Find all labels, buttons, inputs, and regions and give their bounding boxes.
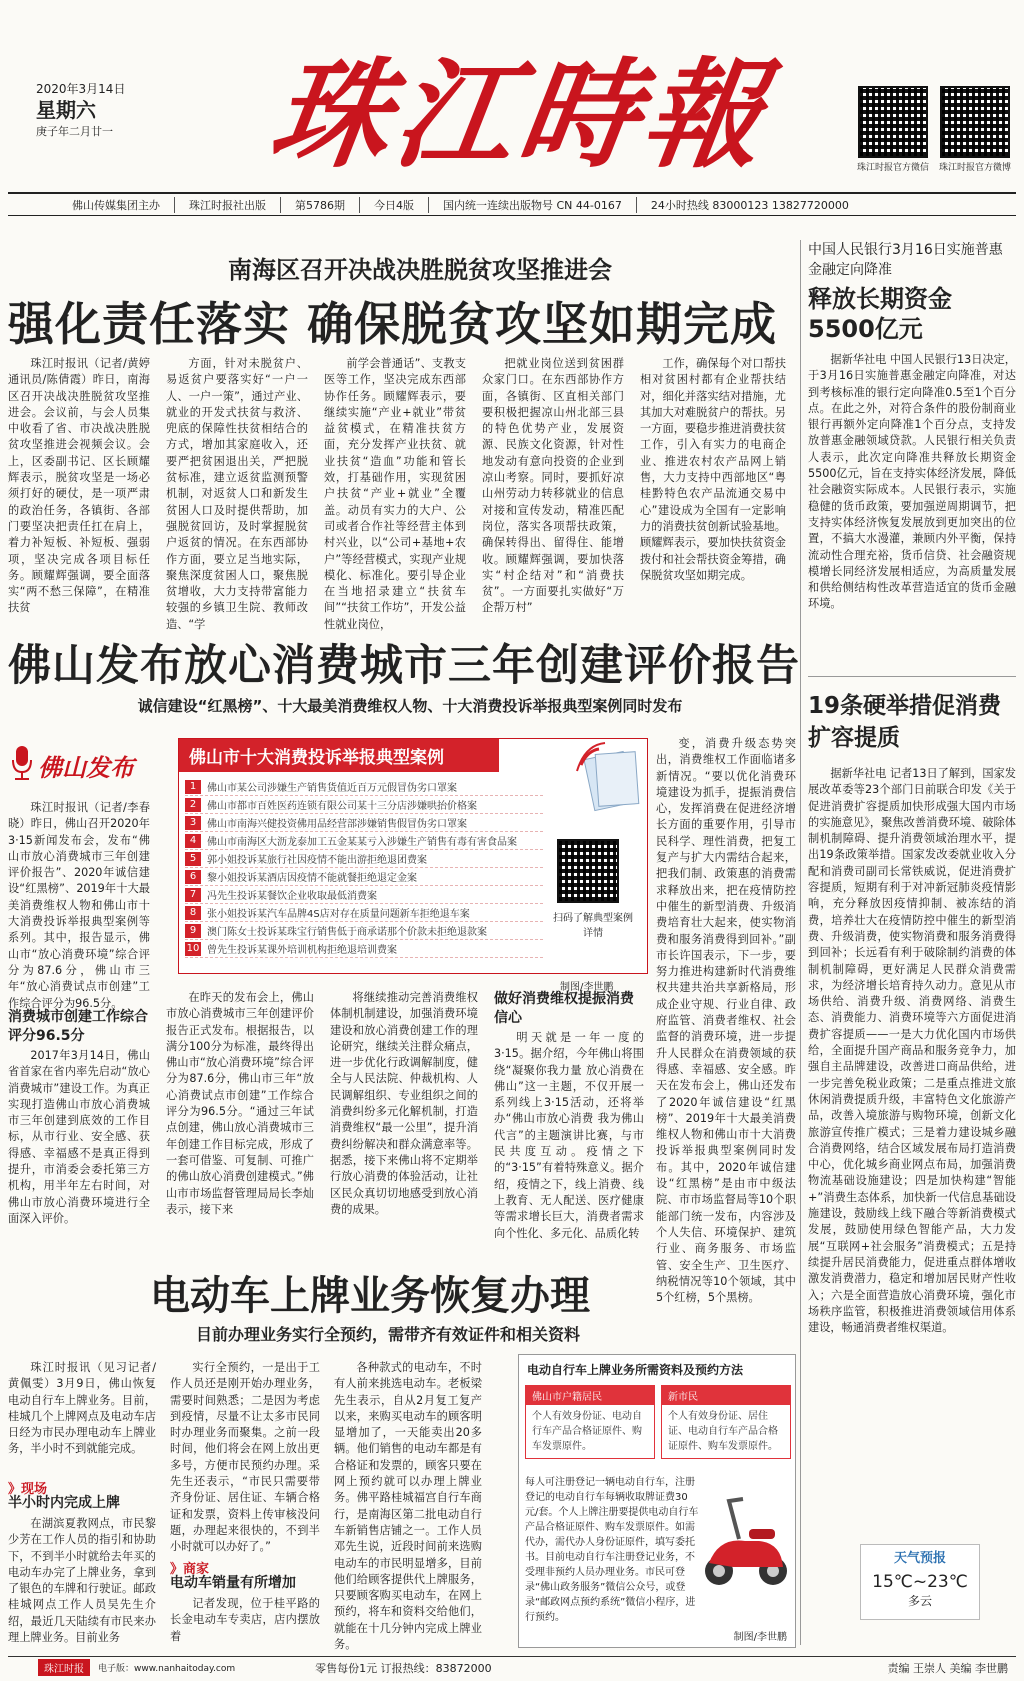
weather-title: 天气预报: [893, 1551, 946, 1566]
story2-lead: [8, 800, 150, 1010]
document-stack-icon: [579, 741, 649, 821]
paragraph: 方面，针对未脱贫户、易返贫户要落实好“一户一人、一户一策”，通过产业、就业的开发式扶贫与救济、兜底的保障性扶贫相结合的方式，增加其家庭收入，还要严把贫困退出关，严把脱贫标准，建立返贫监测预警机制，对返贫人口和新发生贫困人口及时提供帮助，加强脱贫回访，及时掌握脱贫户返贫的情况。在东西部协作方面，要立足当地实际，聚焦深度贫困人口，聚焦脱贫增收，大力支持带富能力较强的乡镇卫生院、教师改造、“学: [166, 357, 308, 631]
story1-col: [482, 356, 624, 615]
info-bar: [8, 192, 1016, 216]
info-item: 珠江时报社出版: [174, 197, 280, 213]
story2-subtitle: 诚信建设“红黑榜”、十大最美消费维权人物、十大消费投诉举报典型案例同时发布: [137, 697, 683, 715]
section-tag: 》现场: [8, 1482, 48, 1497]
story3-subtitle: 目前办理业务实行全预约，需带齐有效证件和相关资料: [196, 1325, 581, 1344]
microphone-icon: [10, 744, 34, 782]
paragraph: 前学会普通话”、支教支医等工作，坚决完成东西部协作任务。顾耀辉表示，要继续实施“产业+就业”带贫益贫模式，在精准扶贫方面，充分发挥产业扶贫、就业扶贫“造血”功能和管长效，打基础作用，实现贫困户扶贫“产业+就业”全覆盖。动员有实力的大户、公司或者合作社等经营主体到村兴业，以“公司+基地+农户”等经营模式，实现产业规模化、标准化。要引导企业在当地招录建立“扶贫车间”“扶贫工作坊”，开发公益性就业岗位，: [324, 357, 466, 631]
info-item: 第5786期: [280, 197, 359, 213]
section-subhead: 半小时内完成上牌: [8, 1495, 120, 1511]
scooter-icon: [699, 1481, 793, 1591]
paragraph: 据新华社电 记者13日了解到，国家发展改革委等23个部门日前联合印发《关于促进消费扩容提质加快形成强大国内市场的实施意见》，聚焦改善消费环境、破除体制机制障碍、提升消费领域治理水平，提出19条政策举措。国家发改委就业收入分配和消费司副司长常铁威说，促进消费扩容提质，短期有利于对冲新冠肺炎疫情影响，充分释放因疫情抑制、被冻结的消费，培养壮大在疫情防控中催生的新型消费、升级消费，使实物消费和服务消费得到回补；长远看有利于破除制约消费的体制机制障碍，更好满足人民群众消费需求，为经济增长培育持久动力。意见从市场供给、消费升级、消费网络、消费生态、消费能力、消费环境等六方面促进消费扩容提质——一是大力优化国内市场供给，全面提升国产商品和服务竞争力，加强自主品牌建设，改善进口商品供给，进一步完善免税业政策；二是重点推进文旅休闲消费提质升级，丰富特色文化旅游产品，改善入境旅游与购物环境，创新文化旅游宣传推广模式；三是着力建设城乡融合消费网络，结合区域发展布局打造消费中心，优化城乡商业网点布局，加强消费物流基础设施建设；四是加快构建“智能+”消费生态体系，加快新一代信息基础设施建设，鼓励线上线下融合等新消费模式发展，鼓励使用绿色智能产品，大力发展“互联网+社会服务”消费模式；五是持续提升居民消费能力，促进重点群体增收激发消费潜力，稳定和增加居民财产性收入；六是全面营造放心消费环境，强化市场秩序监管，积极推进消费领域信用体系建设，畅通消费者维权渠道。: [808, 767, 1016, 1335]
list-item: 8 张小姐投诉某汽车品牌4S店对存在质量问题新车拒绝退车案: [185, 904, 543, 922]
case-list-box: [178, 738, 648, 974]
paragraph: 变，消费升级态势突出，消费维权工作面临诸多新情况。“要以优化消费环境建设为抓手，提振消费信心，发挥消费在促进经济增长方面的重要作用，引导市民科学、理性消费，把复工复产与扩大内需结合起来，把我们制、政策惠的消费需求释放出来，把在疫情防控中催生的新型消费、升级消费培育壮大起来，使实物消费和服务消费得到回补。”副市长许国表示，下一步，要努力推进构建新时代消费维权共建共治共享新格局，形成企业守规、行业自律、政府监管、消费者维权、社会监督的消费环境，进一步提升人民群众在消费领域的获得感、幸福感、安全感。昨天在发布会上，佛山还发布了2020年诚信建设“红黑榜”、2019年十大最美消费维权人物和佛山市十大消费投诉举报典型案例同时发布。其中，2020年诚信建设“红黑榜”是由市中级法院、市市场监督局等10个职能部门统一发布，内容涉及个人失信、环境保护、建筑行业、商务服务、市场监管、安全生产、卫生医疗、纳税情况等10个领域，其中5个红榜，5个黑榜。: [656, 737, 796, 1305]
info-item: 佛山传媒集团主办: [72, 198, 160, 212]
paragraph: 在湖滨夏教网点，市民黎少芳在工作人员的指引和协助下，不到半小时就给去年买的电动车办完了上牌业务，拿到了银色的车牌和行驶证。邮政桂城网点工作人员吴先生介绍，最近几天陆续有市民来办理上牌业务。目前业务: [8, 1517, 156, 1645]
list-item: 5 郭小姐投诉某旅行社因疫情不能出游拒绝退团费案: [185, 850, 543, 868]
section-subhead: 做好消费维权提振消费信心: [494, 991, 634, 1026]
weather-desc: 多云: [907, 1594, 932, 1608]
paragraph: 在昨天的发布会上，佛山市放心消费城市三年创建评价报告正式发布。根据报告，以满分100分为标准，最终得出佛山市“放心消费环境”综合评分为87.6分，佛山市三年“放心消费试点市创建”工作综合评分为96.5分。“通过三年试点创建，佛山放心消费城市三年创建工作目标完成，形成了一套可借鉴、可复制、可推广的佛山放心消费创建模式。”佛山市市场监督管理局局长李灿表示，接下来: [166, 991, 314, 1216]
story3-col: [8, 1360, 156, 1478]
story1-col: [166, 356, 308, 631]
story3-title: 电动车上牌业务恢复办理: [150, 1273, 590, 1319]
case-list: [179, 772, 549, 964]
sidebar-kicker: 中国人民银行3月16日实施普惠金融定向降准: [808, 242, 1003, 278]
paragraph: 记者发现，位于桂平路的长金电动车专卖店，店内摆放着: [170, 1597, 320, 1643]
ebike-col-a: [525, 1385, 655, 1459]
footer-site[interactable]: 电子版：www.nanhaitoday.com: [98, 1664, 236, 1674]
section-tag: 》商家: [170, 1562, 210, 1577]
sidebar-title: 19条硬举措促消费扩容提质: [808, 693, 1002, 751]
weekday: 星期六: [36, 98, 96, 122]
ebike-col-text: 个人有效身份证、电动自行车产品合格证原件、购车发票原件。: [532, 1411, 642, 1452]
story3-col: [170, 1360, 320, 1554]
story3-col: [170, 1596, 320, 1648]
story1-subtitle: 南海区召开决战决胜脱贫攻坚推进会: [228, 256, 612, 284]
info-item: 国内统一连续出版物号 CN 44-0167: [428, 197, 636, 213]
story3-col: [8, 1516, 156, 1648]
divider: [808, 676, 1016, 677]
story1-col: [324, 356, 466, 631]
footer-logo: 珠江时报: [38, 1659, 90, 1676]
list-item: 4 佛山市南海区大沥龙泰加工五金某某亏入涉嫌生产销售有毒有害食品案: [185, 832, 543, 850]
paragraph: 把就业岗位送到贫困群众家门口。在东西部协作方面，各镇街、区直相关部门要积极把握凉山州北部三县的特色优势产业，发展资源、民族文化资源，针对性地发动有意向投资的企业到凉山考察。同时，要抓好凉山州劳动力转移就业的信息对接和宣传发动，精准匹配岗位，落实各项帮扶政策，确保转得出、留得住、能增收。顾耀辉强调，要加快落实“村企结对”和“消费扶贫”。一方面要扎实做好“万企帮万村”: [482, 357, 624, 615]
date: 2020年3月14日: [36, 82, 126, 96]
footer: [8, 1656, 1016, 1678]
qr-code-icon[interactable]: [557, 839, 619, 903]
story1-col: [8, 356, 150, 615]
sidebar-body: [808, 766, 1016, 1536]
qr-caption: 珠江时报官方微信: [856, 163, 929, 173]
list-item: 3 佛山市南海兴健投资佛用品经营部涉嫌销售假冒伪劣口罩案: [185, 814, 543, 832]
sidebar-title: 释放长期资金5500亿元: [808, 285, 952, 343]
credit: 制图/李世鹏: [733, 1632, 787, 1643]
story2-col: [166, 990, 314, 1216]
column-logo-text: 佛山发布: [38, 754, 134, 782]
story2-col: [656, 736, 796, 1305]
paragraph: 将继续推动完善消费维权体制机制建设，加强消费环境建设和放心消费创建工作的理论研究，继续关注群众痛点，进一步优化行政调解制度，健全与人民法院、仲裁机构、人民调解组织、专业组织之间的消费纠纷多元化解机制，打造消费维权“最一公里”，提升消费纠纷解决和群众满意率等。据悉，接下来佛山将不定期举行放心消费的体验活动，让社区民众真切切地感受到放心消费的成果。: [330, 991, 478, 1216]
ebike-col-header: 佛山市户籍居民: [526, 1386, 654, 1405]
story1-col: [640, 356, 786, 582]
footer-editors: 责编 王崇人 美编 李世鹏: [887, 1661, 1008, 1675]
paragraph: 珠江时报讯（见习记者/黄佩雯）3月9日，佛山恢复电动自行车上牌业务。目前，桂城几个上牌网点及电动车店日经为市民办理电动车上牌业务，半小时不到就能完成。: [8, 1361, 156, 1456]
list-item: 6 黎小姐投诉某酒店因疫情不能就餐拒绝退定金案: [185, 868, 543, 886]
qr-code-icon[interactable]: [858, 86, 928, 158]
story3-col: [334, 1360, 482, 1652]
story1-title: 强化责任落实 确保脱贫攻坚如期完成: [8, 297, 778, 351]
paragraph: 明天就是一年一度的3·15。据介绍，今年佛山将围绕“凝聚你我力量 放心消费在佛山”这一主题，不仅开展一系列线上3·15活动，还将举办“佛山市放心消费 我为佛山代言”的主题演讲比赛，与市民共度互动。疫情之下的“3·15”有着特殊意义。据介绍，疫情之下，线上消费、线上教育、无人配送、医疗健康等需求增长巨大，消费者需求向个性化、多元化、品质化转: [494, 1031, 644, 1240]
list-item: 10 曾先生投诉某课外培训机构拒绝退培训费案: [185, 940, 543, 958]
ebike-box-body: 每人可注册登记一辆电动自行车，注册登记的电动自行车每辆收取牌证费30元/套。个人上牌注册要提供电动自行车产品合格证原件、购车发票原件。如需代办，需代办人身份证原件，填写委托书。目前电动自行车注册登记业务，不受理非预约人员办理业务。市民可登录“佛山政务服务”微信公众号，或登录“邮政网点预约系统”微信小程序，进行预约。: [525, 1477, 699, 1623]
weather-box: [860, 1544, 980, 1620]
section-subhead: 消费城市创建工作综合评分96.5分: [8, 1009, 148, 1044]
info-item: 24小时热线 83000123 13827720000: [636, 197, 863, 213]
qr-caption: 珠江时报官方微博: [938, 163, 1011, 173]
ebike-col-b: [661, 1385, 791, 1459]
story2-col: [330, 990, 478, 1216]
story2-col: [8, 1048, 150, 1225]
ebike-box-title: 电动自行车上牌业务所需资料及预约方法: [527, 1363, 744, 1377]
qr-code-icon[interactable]: [940, 86, 1010, 158]
column-divider: [800, 240, 801, 1645]
ebike-col-text: 个人有效身份证、居住证、电动自行车产品合格证原件、购车发票原件。: [668, 1411, 778, 1452]
ebike-col-header: 新市民: [662, 1386, 790, 1405]
sidebar-body: [808, 352, 1016, 670]
weather-temp: 15℃~23℃: [872, 1572, 968, 1592]
list-item: 2 佛山市都市百姓医药连锁有限公司某十三分店涉嫌哄抬价格案: [185, 796, 543, 814]
lunar-date: 庚子年二月廿一: [36, 125, 113, 138]
paragraph: 珠江时报讯（记者/李春晓）昨日，佛山召开2020年3·15新闻发布会，发布“佛山市放心消费城市三年创建评价报告”、2020年诚信建设“红黑榜”、2019年十大最美消费维权人物和佛山市十大消费投诉举报典型案例等系列。其中，报告显示，佛山市“放心消费环境”综合评分为87.6分，佛山市三年“放心消费试点市创建”工作综合评分为96.5分。: [8, 801, 150, 1010]
paragraph: 各种款式的电动车，不时有人前来挑选电动车。老板梁先生表示，自从2月复工复产以来，来购买电动车的顾客明显增加了，一天能卖出20多辆。他们销售的电动车都是有合格证和发票的，顾客只要在网上预约就可以办理上牌业务。佛平路桂城福宫自行车商行，是南海区第二批电动自行车新销售店铺之一。工作人员邓先生说，近段时间前来选购电动车的市民明显增多，目前他们给顾客提供代上牌服务，只要顾客购买电动车，在网上预约，将车和资料交给他们，就能在十几分钟内完成上牌业务。: [334, 1361, 482, 1652]
info-item: 今日4版: [359, 197, 428, 213]
date-block: [36, 80, 156, 139]
case-box-title: 佛山市十大消费投诉举报典型案例: [179, 739, 499, 772]
paragraph: 珠江时报讯（记者/黄婷 通讯员/陈倩霞）昨日，南海区召开决战决胜脱贫攻坚推进会。会议前，与会人员集中收看了省、市决战决胜脱贫攻坚推进会视频会议。会上，区委副书记、区长顾耀辉表示，脱贫攻坚是一场必须打好的硬仗，是一项严肃的政治任务，各镇街、各部门要坚决把责任扛在肩上，着力补短板、补短板、强弱项，坚决完成各项目标任务。顾耀辉强调，要全面落实“两不愁三保障”，在精准扶贫: [8, 357, 150, 615]
story2-col: [494, 1030, 644, 1240]
paragraph: 2017年3月14日，佛山省首家在省内率先启动“放心消费城市”建设工作。为真正实现打造佛山市放心消费城市三年创建到底效的工作目标，从市行业、安全感、获得感、幸福感不是真正得到提升，市消委会委托第三方机构，用半年左右时间，对佛山市放心消费环境进行全面深入评价。: [8, 1049, 150, 1225]
story2-title: 佛山发布放心消费城市三年创建评价报告: [8, 641, 800, 691]
paragraph: 实行全预约，一是出于工作人员还是刚开始办理业务，需要时间熟悉；二是因为考虑到疫情，尽量不让太多市民同时办理业务而聚集。之前一段时间，他们将会在网上放出更多号，方便市民预约办理。采先生还表示，“市民只需要带齐身份证、居住证、车辆合格证和发票，资料上传审核没问题，办理起来很快的，不到半小时就可以办好了。”: [170, 1361, 320, 1554]
qr-caption: 扫码了解典型案例详情: [553, 913, 633, 939]
paragraph: 工作，确保每个对口帮扶相对贫困村都有企业帮扶结对，细化并落实结对措施，尤其加大对难脱贫户的帮扶。另一方面，要稳步推进消费扶贫工作，引入有实力的电商企业、推进农村农产品网上销售，大力支持中西部地区“粤桂黔特色农产品流通交易中心”建设成为全国有一定影响力的消费扶贫创新试验基地。顾耀辉表示，要加快扶贫资金拨付和社会帮扶资金筹措，确保脱贫攻坚如期完成。: [640, 357, 786, 582]
footer-price: 零售每份1元 订报热线：83872000: [315, 1661, 492, 1675]
list-item: 1 佛山市某公司涉嫌生产销售货值近百万元假冒伪劣口罩案: [185, 778, 543, 796]
credit: 制图/李世鹏: [560, 982, 614, 993]
list-item: 7 冯先生投诉某餐饮企业收取最低消费案: [185, 886, 543, 904]
column-logo: [8, 740, 168, 790]
ebike-info-box: [518, 1354, 796, 1648]
masthead-logo: 珠江時報: [262, 45, 778, 184]
section-subhead: 电动车销量有所增加: [170, 1575, 296, 1591]
paragraph: 据新华社电 中国人民银行13日决定，于3月16日实施普惠金融定向降准，对达到考核标准的银行定向降准0.5至1个百分点。在此之外，对符合条件的股份制商业银行再额外定向降准1个百分点，支持发放普惠金融领域贷款。人民银行相关负责人表示，此次定向降准共释放长期资金5500亿元，旨在支持实体经济发展，降低社会融资实际成本。人民银行表示，实施稳健的货币政策，要加强逆周期调节，把支持实体经济恢复发展放到更加突出的位置，不搞大水漫灌，兼顾内外平衡，保持流动性合理充裕，货币信贷、社会融资规模增长同经济发展相适应，为高质量发展和供给侧结构性改革营造适宜的货币金融环境。: [808, 353, 1016, 611]
list-item: 9 澳门陈女士投诉某珠宝行销售低于商承诺那个价款未拒绝退款案: [185, 922, 543, 940]
